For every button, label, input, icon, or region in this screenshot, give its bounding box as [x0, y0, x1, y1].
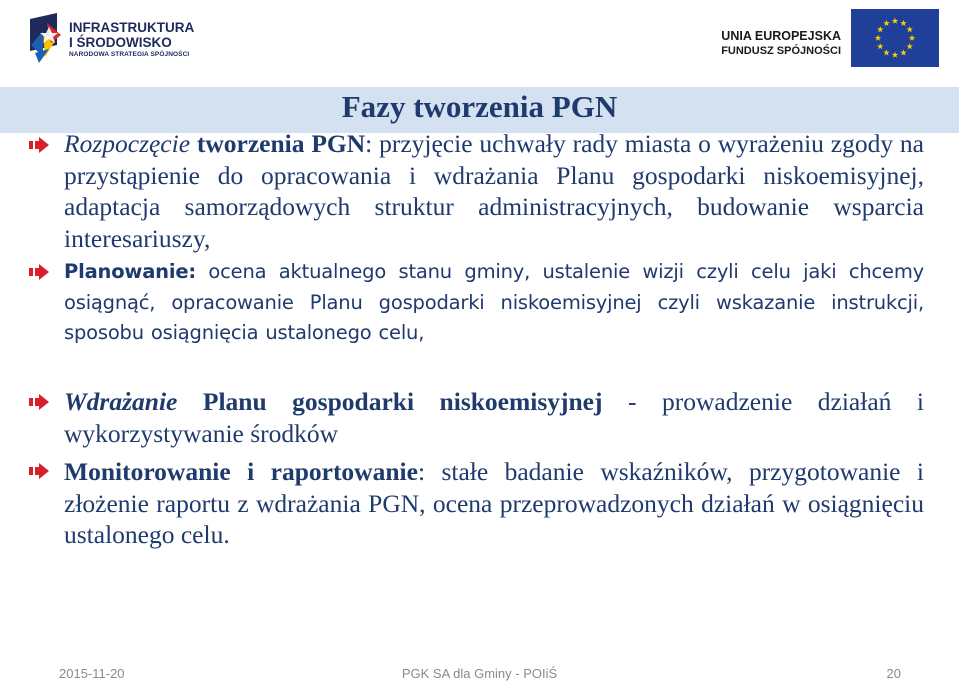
logo-line-1: INFRASTRUKTURA — [69, 20, 195, 35]
bullet-body: : przyjęcie uchwały rady miasta o wyrażeniu zgody na przystąpienie do opracowania i wdrażania Planu gospodarki niskoemisyjnej, adaptacja samorządowych struktur administracyjnych, budowanie wsparcia interesariuszy, — [64, 129, 924, 253]
logo-line-2: I ŚRODOWISKO — [69, 35, 172, 50]
bullet-body: ocena aktualnego stanu gminy, ustalenie wizji czyli celu jaki chcemy osiągnąć, opracowanie Planu gospodarki niskoemisyjnej czyli wskazanie instrukcji, sposobu osiągnięcia ustalonego celu, — [64, 260, 924, 344]
eu-logo-line-2: FUNDUSZ SPÓJNOŚCI — [721, 45, 841, 57]
slide-number: 20 — [886, 666, 901, 681]
infrastruktura-emblem-icon — [27, 13, 67, 65]
bullet-lead: Wdrażanie — [64, 387, 178, 416]
bullet-lead: Monitorowanie i raportowanie — [64, 457, 418, 486]
bullet-lead-bold: tworzenia PGN — [190, 129, 366, 158]
bullet-body: - prowadzenie działań i wykorzystywanie środków — [64, 387, 925, 448]
bullet-text — [64, 386, 924, 449]
bullet-text — [64, 128, 924, 254]
eu-flag-icon — [851, 9, 939, 67]
bullet-lead: Planowanie: — [64, 260, 196, 283]
bullet-body: : stałe badanie wskaźników, przygotowanie i złożenie raportu z wdrażania PGN, ocena przeprowadzonych działań w osiągnięciu ustalonego celu. — [64, 457, 924, 549]
arrow-bullet-icon — [29, 137, 49, 153]
bullet-lead-bold: Planu gospodarki niskoemisyjnej — [177, 387, 603, 416]
infrastruktura-logo — [27, 13, 197, 65]
arrow-bullet-icon — [29, 463, 49, 479]
bullet-lead: Rozpoczęcie — [64, 129, 191, 158]
bullet-text — [64, 456, 924, 551]
eu-logo-line-1: UNIA EUROPEJSKA — [721, 29, 841, 43]
footer-date: 2015-11-20 — [59, 666, 125, 681]
slide-title: Fazy tworzenia PGN — [341, 89, 618, 124]
footer-title: PGK SA dla Gminy - POIiŚ — [401, 666, 558, 681]
bullet-text — [64, 257, 924, 349]
logo-line-3: NARODOWA STRATEGIA SPÓJNOŚCI — [69, 51, 190, 58]
eu-logo — [719, 9, 939, 67]
arrow-bullet-icon — [29, 264, 49, 280]
arrow-bullet-icon — [29, 394, 49, 410]
